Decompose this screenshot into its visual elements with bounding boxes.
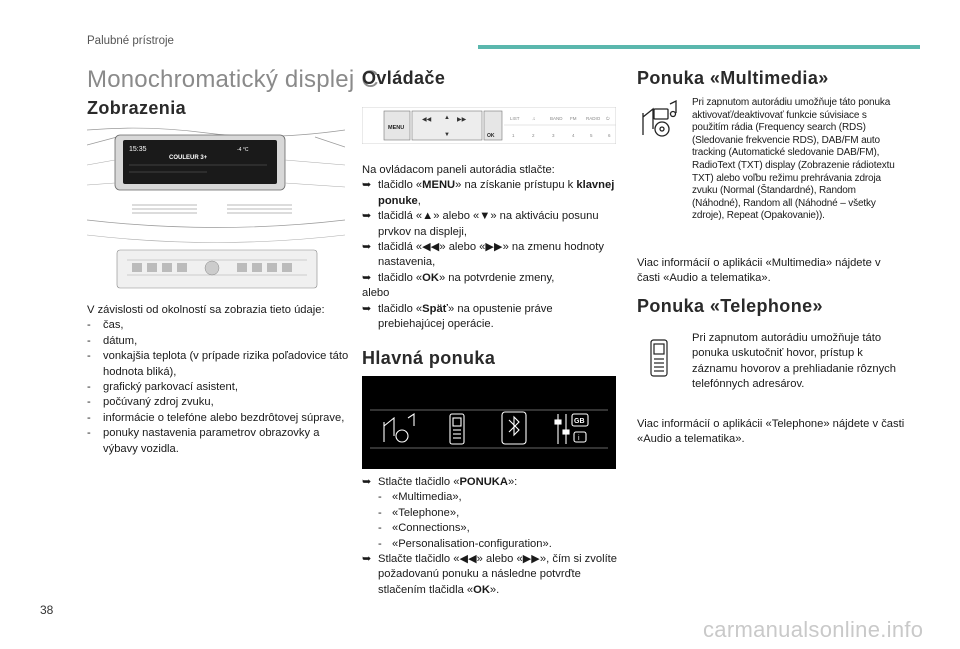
heading-hlavna-ponuka: Hlavná ponuka bbox=[362, 348, 496, 368]
svg-text:BAND: BAND bbox=[550, 116, 563, 121]
zobrazenia-intro: V závislosti od okolností sa zobrazia tieto údaje: bbox=[87, 304, 325, 316]
control-panel-illustration bbox=[362, 107, 616, 144]
multimedia-description: Pri zapnutom autorádiu umožňuje táto ponuka aktivovať/deaktivovať funkcie súvisiace s použitím rádia (Frequency search (RDS) (Sledovanie frekvencie RDS), DAB/FM auto tracking (Automatické sledovanie DAB/FM), RadioText (TXT) display (Zobrazenie rádiotextu TXT) alebo voľbu režimu prehrávania zdroja zvuku (Normal (Štandardné), Random (Náhodné), Random all (Náhodné – všetky zdroje), Repeat (Opakovanie)). bbox=[692, 97, 895, 222]
dashboard-display-illustration bbox=[87, 125, 345, 290]
svg-text:▼: ▼ bbox=[444, 132, 450, 138]
menu-key-label: MENU bbox=[388, 125, 405, 131]
ok-key-label: OK bbox=[487, 133, 495, 139]
list-item: - vonkajšia teplota (v prípade rizika poľadovice táto hodnota bliká), bbox=[87, 350, 349, 378]
arrow-icon: ➥ bbox=[362, 271, 372, 284]
list-item: ➥ Stlačte tlačidlo «PONUKA»: bbox=[362, 475, 620, 490]
arrow-icon: ➥ bbox=[362, 210, 372, 223]
list-item: - dátum, bbox=[87, 334, 138, 347]
list-item: ➥ tlačidlá «◀◀» alebo «▶▶» na zmenu hodnoty nastavenia, bbox=[362, 240, 620, 271]
list-item: - ponuky nastavenia parametrov obrazovky a výbavy vozidla. bbox=[87, 427, 320, 455]
multimedia-icon bbox=[640, 99, 680, 139]
list-item: ➥ Stlačte tlačidlo «◀◀» alebo «▶▶», čím si zvolíte požadovanú ponuku a následne potvrďte stlačením tlačidla «OK». bbox=[362, 552, 620, 598]
watermark: carmanualsonline.info bbox=[703, 617, 924, 642]
arrow-icon: ➥ bbox=[362, 302, 372, 315]
section-header: Palubné prístroje bbox=[87, 35, 174, 47]
screen-time: 15:35 bbox=[129, 146, 147, 153]
heading-ponuka-multimedia: Ponuka «Multimedia» bbox=[637, 68, 829, 88]
list-item: - počúvaný zdroj zvuku, bbox=[87, 396, 214, 409]
svg-text:3: 3 bbox=[552, 133, 555, 138]
svg-text:i: i bbox=[578, 435, 580, 442]
arrow-icon: ➥ bbox=[362, 241, 372, 254]
svg-text:◀◀: ◀◀ bbox=[422, 117, 432, 123]
ovladace-text bbox=[362, 163, 620, 332]
svg-text:6: 6 bbox=[608, 133, 611, 138]
hlavna-ponuka-text bbox=[362, 475, 620, 598]
arrow-icon: ➥ bbox=[362, 553, 372, 566]
gb-label: GB bbox=[574, 418, 585, 425]
list-item: - «Telephone», bbox=[378, 506, 460, 519]
arrow-icon: ➥ bbox=[362, 179, 372, 192]
heading-ovladace: Ovládače bbox=[362, 68, 446, 88]
telephone-more-info: Viac informácií o aplikácii «Telephone» nájdete v časti «Audio a telematika». bbox=[637, 418, 905, 446]
multimedia-more-info: Viac informácií o aplikácii «Multimedia» nájdete v časti «Audio a telematika». bbox=[637, 257, 881, 285]
heading-zobrazenia: Zobrazenia bbox=[87, 98, 187, 118]
telephone-description: Pri zapnutom autorádiu umožňuje táto ponuka uskutočniť hovor, prístup k záznamu hovorov a prehliadanie rôznych telefónnych adresárov. bbox=[692, 332, 896, 391]
list-item: ➥ tlačidlo «MENU» na získanie prístupu k klavnej ponuke, bbox=[362, 178, 620, 209]
svg-text:5: 5 bbox=[590, 133, 593, 138]
page-number: 38 bbox=[40, 603, 54, 617]
svg-text:FM: FM bbox=[570, 116, 577, 121]
list-item: ➥ tlačidlo «OK» na potvrdenie zmeny, bbox=[362, 271, 620, 286]
svg-text:4: 4 bbox=[572, 133, 575, 138]
phone-icon bbox=[647, 338, 671, 378]
svg-text:⏻: ⏻ bbox=[606, 116, 610, 121]
main-menu-screen-illustration bbox=[362, 376, 616, 469]
list-item: - «Multimedia», bbox=[378, 491, 462, 504]
list-item: - čas, bbox=[87, 319, 124, 332]
svg-text:▶▶: ▶▶ bbox=[457, 117, 467, 123]
svg-text:RADIO: RADIO bbox=[586, 116, 601, 121]
list-item: - informácie o telefóne alebo bezdrôtovej súprave, bbox=[87, 411, 345, 424]
heading-ponuka-telephone: Ponuka «Telephone» bbox=[637, 296, 823, 316]
list-item: ➥ tlačidlo «Späť» na opustenie práve prebiehajúcej operácie. bbox=[362, 302, 620, 333]
screen-source: COULEUR 3+ bbox=[169, 155, 208, 161]
page-title: Monochromatický displej C bbox=[87, 66, 379, 93]
svg-text:LIST: LIST bbox=[510, 116, 520, 121]
arrow-icon: ➥ bbox=[362, 476, 372, 488]
svg-text:2: 2 bbox=[532, 133, 535, 138]
screen-temp: -4 °C bbox=[237, 147, 249, 153]
alebo-text: alebo bbox=[362, 287, 390, 300]
ovladace-intro: Na ovládacom paneli autorádia stlačte: bbox=[362, 164, 555, 176]
list-item: ➥ tlačidlá «▲» alebo «▼» na aktiváciu posunu prvkov na displeji, bbox=[362, 209, 620, 240]
zobrazenia-text bbox=[87, 303, 349, 457]
list-item: - «Personalisation-configuration». bbox=[378, 537, 552, 550]
svg-text:▲: ▲ bbox=[444, 115, 450, 121]
list-item: - grafický parkovací asistent, bbox=[87, 381, 238, 394]
list-item: - «Connections», bbox=[378, 522, 470, 535]
svg-text:1: 1 bbox=[512, 133, 515, 138]
svg-text:♫: ♫ bbox=[532, 116, 536, 121]
header-accent-bar bbox=[478, 45, 920, 49]
